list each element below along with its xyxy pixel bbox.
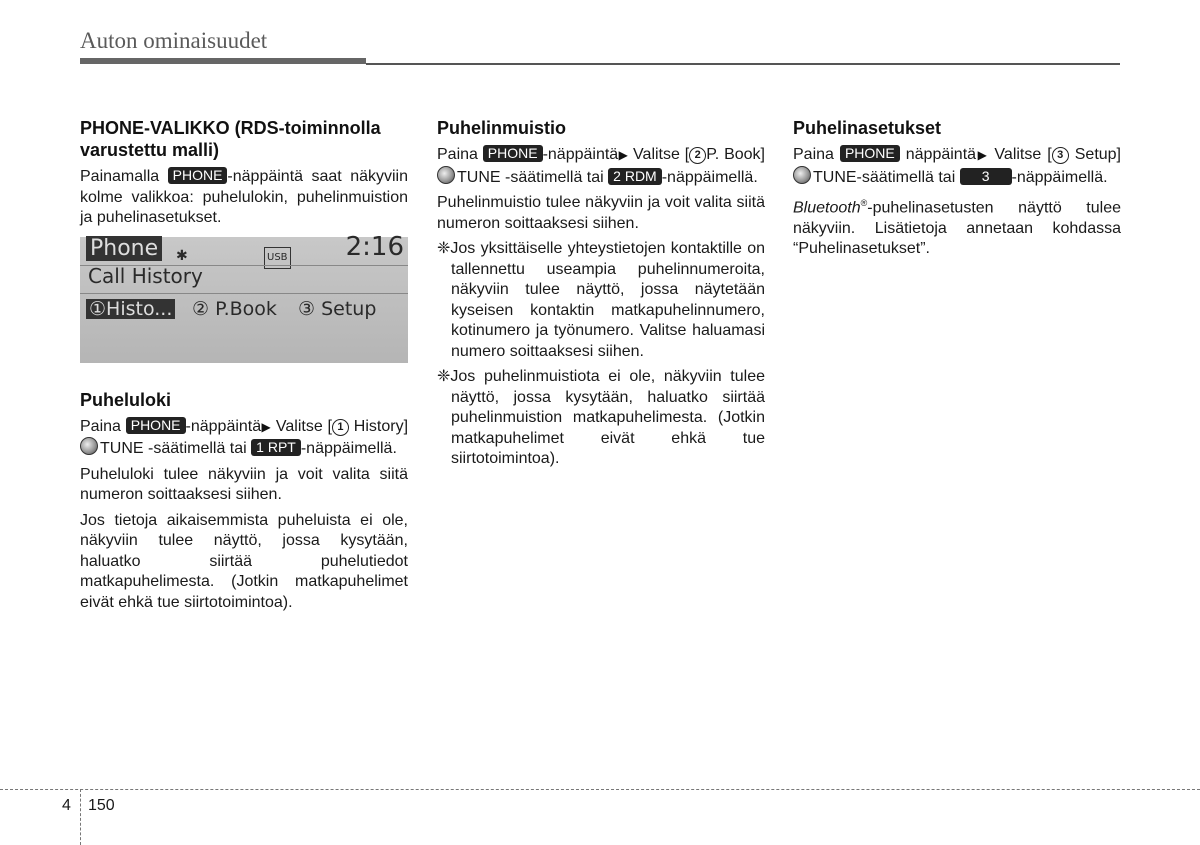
body-paragraph: Puhelinmuistio tulee näkyviin ja voit valita siitä numeron soittaaksesi siihen.	[437, 194, 765, 232]
bluetooth-icon: ✱	[176, 247, 188, 264]
body-paragraph	[793, 193, 1121, 260]
page-header-title: Auton ominaisuudet	[80, 28, 268, 53]
text-fragment: Paina	[80, 417, 126, 435]
text-fragment: -näppäimellä.	[1011, 168, 1108, 186]
text-fragment: TUNE-säätimellä tai	[813, 168, 960, 186]
instruction-paragraph	[793, 145, 1121, 188]
screen-tab-phonebook: ② P.Book	[192, 297, 277, 320]
screen-divider	[80, 293, 408, 294]
header-rule-thin	[366, 63, 1120, 65]
body-paragraph: Puheluloki tulee näkyviin ja voit valita siitä numeron soittaaksesi siihen.	[80, 465, 408, 503]
text-fragment: Valitse [	[271, 417, 332, 435]
rpt-key-label: 1 RPT	[251, 439, 301, 456]
rdm-key-label: 2 RDM	[608, 168, 662, 185]
screen-usb-label: USB	[264, 247, 291, 270]
section-heading-phonebook: Puhelinmuistio	[437, 118, 567, 138]
text-fragment: Valitse [	[988, 146, 1052, 163]
text-fragment: Paina	[793, 146, 840, 163]
instruction-paragraph	[80, 417, 408, 460]
arrow-right-icon: ▶	[261, 419, 272, 434]
chapter-number: 4	[62, 797, 71, 814]
display-screen-image	[80, 231, 408, 363]
section-heading-call-log: Puheluloki	[80, 389, 172, 410]
arrow-right-icon: ▶	[618, 148, 629, 162]
column-2	[437, 117, 765, 475]
section-heading-phone-menu: PHONE-VALIKKO (RDS-toiminnolla varustettu malli)	[80, 118, 381, 160]
phone-key-label: PHONE	[840, 145, 900, 162]
footer-divider	[0, 789, 1200, 790]
text-fragment: TUNE -säätimellä tai	[457, 168, 609, 186]
column-3	[793, 117, 1121, 265]
text-fragment: -näppäintä	[185, 417, 262, 435]
circled-number-icon: 3	[1052, 147, 1069, 164]
text-fragment: -näppäintä saat näkyviin kolme valikkoa: puhelulokin, puhelinmuistion ja puhelinasetukset.	[80, 168, 408, 226]
text-fragment: TUNE -säätimellä tai	[100, 440, 252, 457]
text-fragment: Valitse [	[628, 146, 690, 163]
text-fragment: näppäintä	[899, 146, 977, 163]
screen-tab-history: ①Histo...	[86, 299, 175, 320]
column-1	[80, 117, 408, 618]
phone-key-label: PHONE	[483, 145, 543, 162]
text-fragment: History]	[348, 417, 409, 435]
arrow-right-icon: ▶	[976, 148, 989, 162]
phone-key-label: PHONE	[126, 417, 186, 434]
registered-mark: ®	[860, 198, 868, 208]
text-fragment: -näppäintä	[542, 146, 619, 163]
body-paragraph: Jos tietoja aikaisemmista puheluista ei ole, näkyviin tulee näyttö, jossa kysytään, haluatko siirtää puhelutiedot matkapuhelimesta. (Jotkin matkapuhelimet eivät ehkä tue siirtotoimintoa).	[80, 511, 408, 611]
text-fragment: -näppäimellä.	[661, 168, 758, 186]
text-fragment: P. Book]	[706, 146, 765, 163]
number-key-label: 3	[960, 168, 1012, 185]
text-fragment: -näppäimellä.	[300, 440, 397, 457]
screen-title: Call History	[88, 263, 203, 288]
text-fragment: Painamalla	[80, 168, 168, 185]
page-number: 150	[88, 797, 115, 814]
tune-knob-icon	[437, 166, 455, 184]
note-paragraph: ❈Jos puhelinmuistiota ei ole, näkyviin tulee näyttö, jossa kysytään, haluatko siirtää puhelinmuistion matkapuhelimesta. (Jotkin matkapuhelimet eivät ehkä tue siirtotoimintoa).	[437, 368, 765, 467]
circled-number-icon: 1	[332, 419, 349, 436]
tune-knob-icon	[80, 437, 98, 455]
footer-vertical-divider	[80, 789, 81, 845]
text-fragment: -puhelinasetusten näyttö tulee näkyviin. Lisätietoja annetaan kohdassa “Puhelinasetukset”.	[793, 199, 1121, 258]
screen-time: 2:16	[345, 231, 404, 262]
phone-key-label: PHONE	[168, 167, 228, 184]
tune-knob-icon	[793, 166, 811, 184]
circled-number-icon: 2	[689, 147, 706, 164]
header-rule-thick	[80, 58, 366, 64]
intro-paragraph	[80, 167, 408, 229]
text-fragment: Setup]	[1068, 146, 1122, 163]
note-paragraph: ❈Jos yksittäiselle yhteystietojen kontaktille on tallennettu useampia puhelinnumeroita, näkyviin tulee näyttö, jossa näytetään kyseisen kontaktin matkapuhelinnumero, kotinumero ja työnumero. Valitse haluamasi numero soittaaksesi siihen.	[437, 240, 765, 360]
screen-mode	[86, 235, 162, 261]
instruction-paragraph	[437, 145, 765, 188]
section-heading-phone-settings: Puhelinasetukset	[793, 118, 942, 138]
screen-phone-label: Phone	[86, 236, 162, 261]
screen-tab-setup: ③ Setup	[298, 297, 377, 320]
text-fragment: Paina	[437, 146, 483, 163]
bluetooth-term: Bluetooth	[793, 199, 861, 217]
